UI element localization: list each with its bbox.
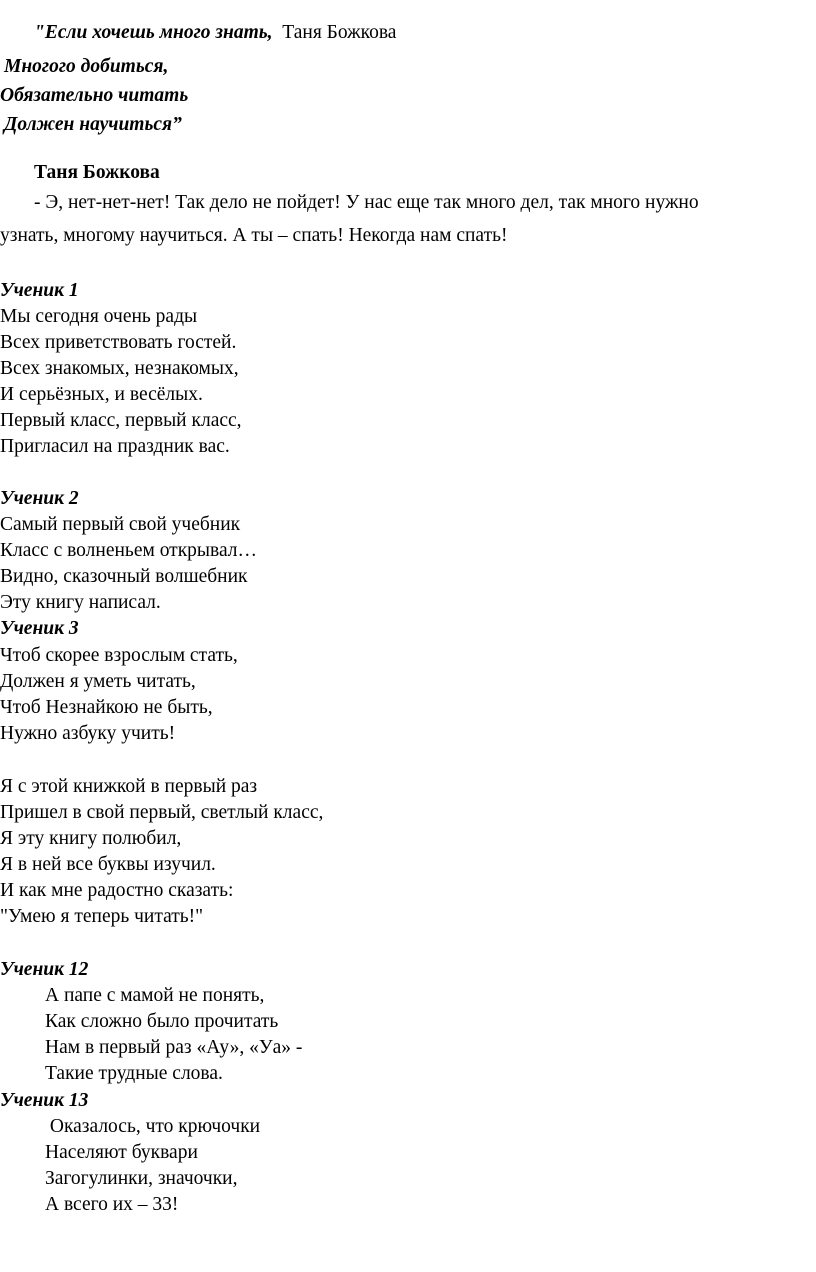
student3-line: Нужно азбуку учить! (0, 723, 176, 744)
student13-line: А всего их – 33! (45, 1194, 179, 1215)
intro-speaker: Таня Божкова (34, 162, 160, 183)
epigraph-line-2: Многого добиться, (4, 56, 169, 77)
student2-line: Видно, сказочный волшебник (0, 566, 248, 587)
student12-line: Такие трудные слова. (45, 1063, 223, 1084)
student2-line: Класс с волненьем открывал… (0, 540, 258, 561)
student12-line: Как сложно было прочитать (45, 1011, 279, 1032)
epigraph-line-3: Обязательно читать (0, 85, 189, 106)
student1-speaker: Ученик 1 (0, 280, 79, 301)
student13-line: Оказалось, что крючочки (45, 1116, 261, 1137)
student2-line: Эту книгу написал. (0, 592, 161, 613)
student3-stanza2-line: Пришел в свой первый, светлый класс, (0, 802, 324, 823)
epigraph-author: Таня Божкова (282, 22, 397, 43)
student2-line: Самый первый свой учебник (0, 514, 241, 535)
student12-line: Нам в первый раз «Ау», «Уа» - (45, 1037, 303, 1058)
student13-speaker: Ученик 13 (0, 1090, 89, 1111)
student3-stanza2-line: "Умею я теперь читать!" (0, 906, 204, 927)
intro-text-line-2: узнать, многому научиться. А ты – спать! Некогда нам спать! (0, 225, 508, 246)
student3-line: Чтоб Незнайкою не быть, (0, 697, 213, 718)
student13-line: Загогулинки, значочки, (45, 1168, 238, 1189)
student1-line: Всех знакомых, незнакомых, (0, 358, 239, 379)
student3-stanza2-line: Я эту книгу полюбил, (0, 828, 182, 849)
student1-line: Мы сегодня очень рады (0, 306, 198, 327)
epigraph-line-1 (34, 20, 396, 46)
student3-line: Чтоб скорее взрослым стать, (0, 645, 238, 666)
student12-line: А папе с мамой не понять, (45, 985, 265, 1006)
student1-line: Пригласил на праздник вас. (0, 436, 230, 457)
student3-stanza2-line: И как мне радостно сказать: (0, 880, 234, 901)
epigraph-quote: "Если хочешь много знать, (34, 22, 273, 43)
student3-line: Должен я уметь читать, (0, 671, 196, 692)
student13-line: Населяют буквари (45, 1142, 198, 1163)
epigraph-line-4: Должен научиться” (4, 114, 182, 135)
student3-stanza2-line: Я с этой книжкой в первый раз (0, 776, 258, 797)
student1-line: Всех приветствовать гостей. (0, 332, 237, 353)
intro-text-line-1: - Э, нет-нет-нет! Так дело не пойдет! У нас еще так много дел, так много нужно (34, 192, 699, 213)
student3-stanza2-line: Я в ней все буквы изучил. (0, 854, 216, 875)
student12-speaker: Ученик 12 (0, 959, 89, 980)
student1-line: Первый класс, первый класс, (0, 410, 242, 431)
student1-line: И серьёзных, и весёлых. (0, 384, 203, 405)
student3-speaker: Ученик 3 (0, 618, 79, 639)
student2-speaker: Ученик 2 (0, 488, 79, 509)
